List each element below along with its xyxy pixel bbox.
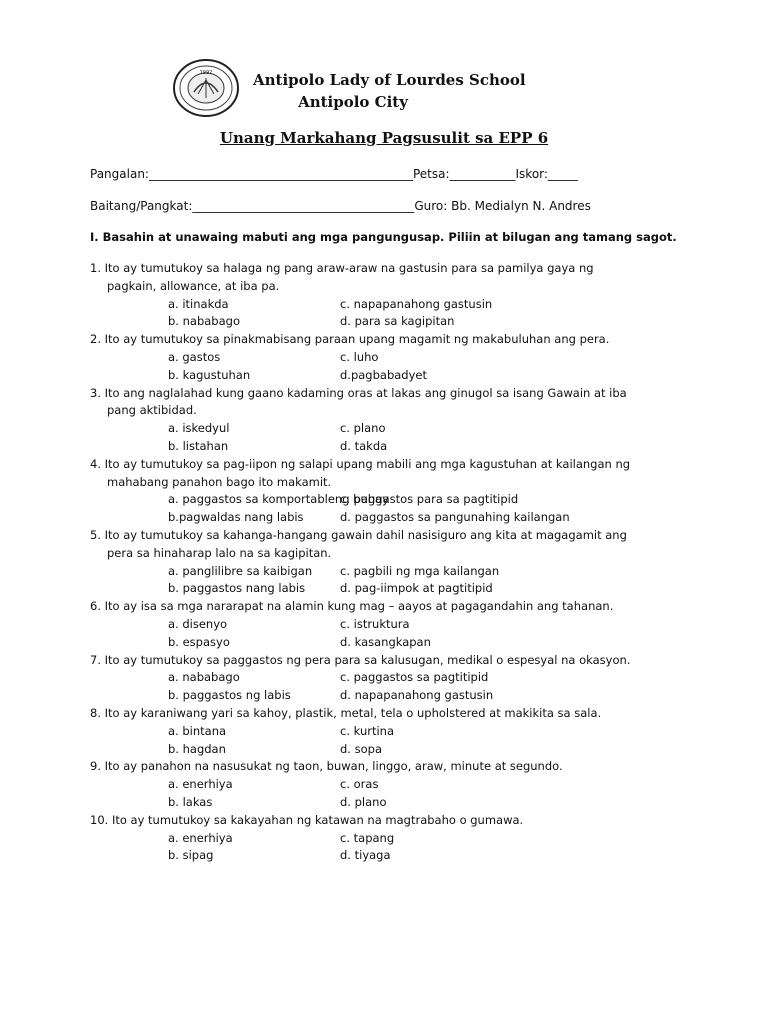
choice-a[interactable]: a. enerhiya	[168, 777, 233, 792]
instructions: I. Basahin at unawaing mabuti ang mga pangungusap. Piliin at bilugan ang tamang sagot.	[90, 230, 677, 244]
choice-c[interactable]: c. istruktura	[340, 616, 410, 631]
question-stem: 7. Ito ay tumutukoy sa paggastos ng pera para sa kalusugan, medikal o espesyal na okasyon.	[90, 652, 631, 667]
choice-b[interactable]: b.pagwaldas nang labis	[168, 510, 304, 525]
choice-b[interactable]: b. paggastos nang labis	[168, 581, 306, 596]
choice-d[interactable]: d. napapanahong gastusin	[340, 688, 494, 703]
choice-b[interactable]: b. hagdan	[168, 741, 226, 756]
exam-title: Unang Markahang Pagsusulit sa EPP 6	[219, 129, 549, 147]
choice-b[interactable]: b. espasyo	[168, 634, 230, 649]
choice-a[interactable]: a. gastos	[168, 349, 221, 364]
choice-c[interactable]: c. kurtina	[340, 723, 394, 738]
question-6	[90, 598, 680, 651]
choice-a[interactable]: a. disenyo	[168, 616, 228, 631]
choices	[90, 349, 680, 385]
choice-d[interactable]: d. paggastos sa pangunahing kailangan	[340, 510, 570, 525]
choice-d[interactable]: d. sopa	[340, 741, 382, 756]
question-9	[90, 758, 680, 811]
question-1	[90, 260, 680, 331]
choice-c[interactable]: c. plano	[340, 421, 386, 436]
school-name: Antipolo Lady of Lourdes School	[253, 71, 526, 89]
choice-d[interactable]: d. tiyaga	[340, 848, 391, 863]
question-3	[90, 385, 680, 456]
question-stem: 3. Ito ang naglalahad kung gaano kadaming oras at lakas ang ginugol sa isang Gawain at iba pang aktibidad.	[90, 385, 627, 418]
question-stem: 1. Ito ay tumutukoy sa halaga ng pang araw-araw na gastusin para sa pamilya gaya ng pagkain, allowance, at iba pa.	[90, 261, 594, 293]
question-2	[90, 331, 680, 384]
question-stem: 6. Ito ay isa sa mga nararapat na alamin kung mag – aayos at pagagandahin ang tahanan.	[90, 599, 614, 614]
question-8	[90, 705, 680, 758]
choice-d[interactable]: d. takda	[340, 438, 388, 453]
question-stem: 10. Ito ay tumutukoy sa kakayahan ng katawan na magtrabaho o gumawa.	[90, 812, 524, 827]
question-stem: 8. Ito ay karaniwang yari sa kahoy, plastik, metal, tela o upholstered at makikita sa sala.	[90, 705, 602, 720]
choice-a[interactable]: a. nababago	[168, 670, 240, 685]
choices	[90, 420, 680, 456]
choices	[90, 776, 680, 812]
choices	[90, 669, 680, 705]
choices	[90, 830, 680, 866]
question-10	[90, 812, 680, 865]
question-5	[90, 527, 680, 598]
choices	[90, 616, 680, 652]
choice-b[interactable]: b. nababago	[168, 314, 240, 329]
school-city: Antipolo City	[298, 93, 408, 111]
choice-c[interactable]: c. paggastos sa pagtitipid	[340, 670, 489, 685]
choice-b[interactable]: b. listahan	[168, 438, 229, 453]
choice-b[interactable]: b. kagustuhan	[168, 367, 251, 382]
school-seal-logo	[172, 58, 240, 118]
question-4	[90, 456, 680, 527]
choice-d[interactable]: d. para sa kagipitan	[340, 314, 455, 329]
question-7	[90, 652, 680, 705]
choice-a[interactable]: a. bintana	[168, 723, 227, 738]
choices	[90, 723, 680, 759]
choice-b[interactable]: b. lakas	[168, 794, 213, 809]
question-stem: 5. Ito ay tumutukoy sa kahanga-hangang gawain dahil nasisiguro ang kita at magagamit ang pera sa hinaharap lalo na sa kagipitan.	[90, 527, 627, 560]
choices	[90, 563, 680, 599]
seal-year: 1992	[199, 70, 213, 76]
choice-d[interactable]: d. pag-iimpok at pagtitipid	[340, 581, 493, 596]
choice-c[interactable]: c. paggastos para sa pagtitipid	[340, 492, 519, 507]
question-list	[90, 260, 680, 865]
choice-a[interactable]: a. paggastos sa komportableng buhay	[168, 492, 389, 507]
choices	[90, 296, 680, 332]
choice-a[interactable]: a. itinakda	[168, 296, 229, 311]
choice-d[interactable]: d.pagbabadyet	[340, 367, 427, 382]
choice-c[interactable]: c. pagbili ng mga kailangan	[340, 563, 500, 578]
choice-b[interactable]: b. paggastos ng labis	[168, 688, 291, 703]
name-date-score-line: Pangalan:____________________________________________Petsa:___________Iskor:_____	[90, 167, 578, 181]
question-stem: 4. Ito ay tumutukoy sa pag-iipon ng salapi upang mabili ang mga kagustuhan at kailangan ng mahabang panahon bago ito makamit.	[90, 456, 631, 489]
question-stem: 9. Ito ay panahon na nasusukat ng taon, buwan, linggo, araw, minute at segundo.	[90, 759, 563, 774]
choice-b[interactable]: b. sipag	[168, 848, 214, 863]
choice-c[interactable]: c. napapanahong gastusin	[340, 296, 493, 311]
choice-a[interactable]: a. iskedyul	[168, 421, 230, 436]
choices	[90, 491, 680, 527]
choice-a[interactable]: a. panglilibre sa kaibigan	[168, 563, 313, 578]
choice-d[interactable]: d. kasangkapan	[340, 634, 431, 649]
grade-teacher-line: Baitang/Pangkat:_____________________________________Guro: Bb. Medialyn N. Andres	[90, 199, 591, 213]
choice-c[interactable]: c. tapang	[340, 830, 395, 845]
choice-a[interactable]: a. enerhiya	[168, 830, 233, 845]
question-stem: 2. Ito ay tumutukoy sa pinakmabisang paraan upang magamit ng makabuluhan ang pera.	[90, 332, 610, 347]
choice-c[interactable]: c. oras	[340, 777, 379, 792]
choice-d[interactable]: d. plano	[340, 794, 387, 809]
choice-c[interactable]: c. luho	[340, 349, 379, 364]
